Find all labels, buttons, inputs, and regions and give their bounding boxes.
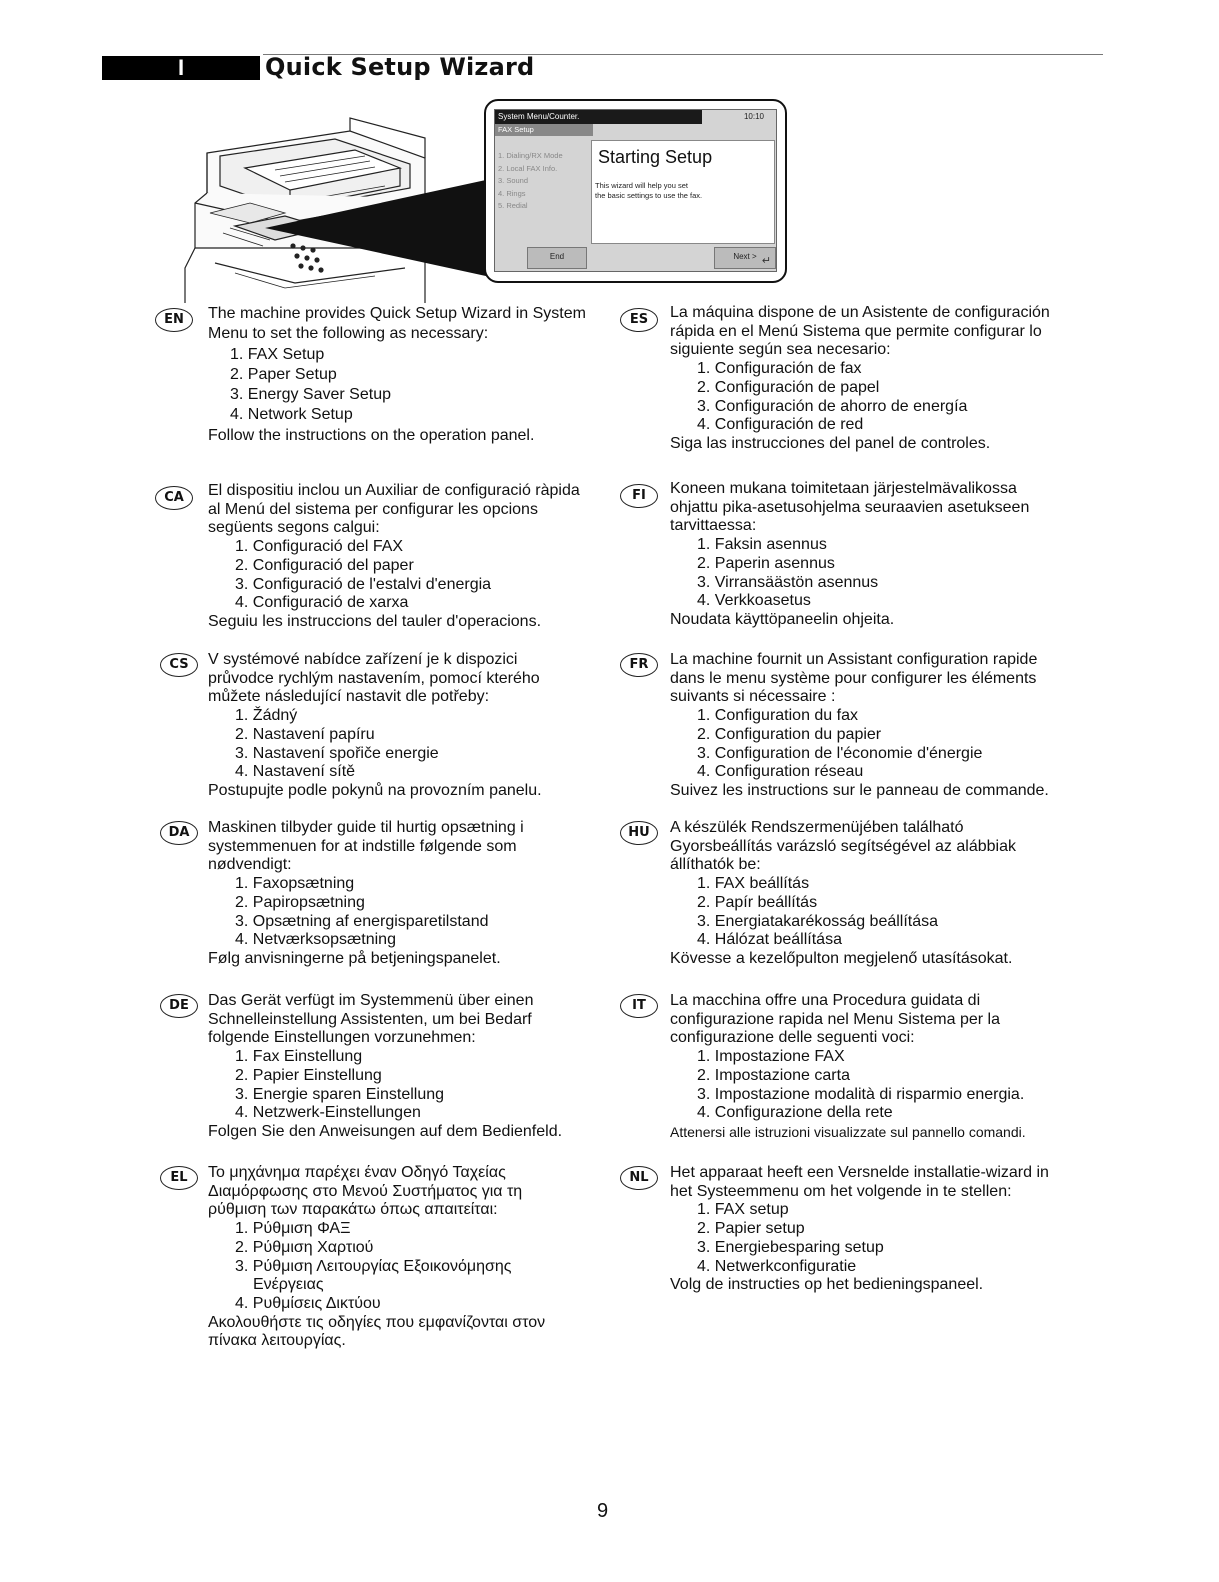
intro-line: Menu to set the following as necessary: — [208, 325, 489, 343]
section-es — [670, 304, 1050, 454]
setting-list — [208, 1220, 545, 1314]
list-item: 3. Energiatakarékosság beállítása — [697, 912, 939, 930]
lang-badge-de: DE — [160, 994, 198, 1018]
intro-line: systemmenuen for at indstille følgende som — [208, 837, 517, 855]
intro-line: configurazione delle seguenti voci: — [670, 1029, 915, 1047]
next-button-label: Next > — [733, 252, 757, 261]
lcd-sub-bar: FAX Setup — [495, 124, 593, 136]
section-ca — [208, 482, 580, 632]
list-item: 3. Configuration de l'économie d'énergie — [697, 744, 983, 762]
list-item: 2. Paper Setup — [230, 365, 337, 383]
intro-line: Gyorsbeállítás varázsló segítségével az alábbiak — [670, 837, 1016, 855]
intro-line: El dispositiu inclou un Auxiliar de configuració ràpida — [208, 482, 580, 499]
closing-line: Follow the instructions on the operation panel. — [208, 426, 535, 444]
lang-badge-it: IT — [620, 994, 658, 1018]
list-item: 3. Impostazione modalità di risparmio energia. — [697, 1085, 1025, 1103]
list-item: 4. Configuració de xarxa — [235, 594, 409, 612]
lcd-time: 10:10 — [743, 112, 764, 121]
section-fr — [670, 651, 1049, 801]
intro-line: al Menú del sistema per configurar les opcions — [208, 500, 538, 518]
intro-line: Schnelleinstellung Assistenten, um bei Bedarf — [208, 1010, 532, 1028]
section-hu — [670, 819, 1016, 969]
list-item: 4. Verkkoasetus — [697, 592, 811, 610]
lcd-menu-item[interactable]: 4. Rings — [498, 188, 526, 198]
intro-line: ρύθμιση των παρακάτω όπως απαιτείται: — [208, 1201, 498, 1219]
setting-list — [208, 538, 580, 613]
list-item: 2. Impostazione carta — [697, 1066, 850, 1084]
intro-line: het Systeemmenu om het volgende in te stellen: — [670, 1182, 1012, 1200]
lcd-dialog-title: Starting Setup — [598, 147, 713, 167]
setting-list — [208, 1048, 562, 1123]
list-item: 1. Faksin asennus — [697, 536, 827, 554]
list-item: 1. Impostazione FAX — [697, 1048, 845, 1066]
list-item: 4. Netwerkconfiguratie — [697, 1257, 857, 1275]
setting-list — [670, 875, 1016, 950]
intro-line: folgende Einstellungen vorzunehmen: — [208, 1029, 476, 1047]
list-item: 4. Nastavení sítě — [235, 763, 356, 781]
list-item: 1. Configuració del FAX — [235, 538, 404, 556]
lang-badge-hu: HU — [620, 821, 658, 845]
setting-list — [208, 707, 542, 782]
page-title: Quick Setup Wizard — [265, 53, 535, 81]
lang-badge-fr: FR — [620, 653, 658, 677]
list-item: 2. Papiropsætning — [235, 893, 365, 911]
list-item: 2. Paperin asennus — [697, 554, 835, 572]
setting-list — [670, 360, 1050, 435]
list-item: 1. Žádný — [235, 707, 298, 725]
intro-line: Het apparaat heeft een Versnelde installatie-wizard in — [670, 1164, 1049, 1181]
list-item: 2. Configuració del paper — [235, 556, 414, 574]
intro-line: Koneen mukana toimitetaan järjestelmävalikossa — [670, 480, 1017, 497]
list-item: 3. Opsætning af energisparetilstand — [235, 912, 489, 930]
list-item — [208, 1258, 545, 1295]
lang-badge-en: EN — [155, 308, 193, 332]
list-item: 1. Faxopsætning — [235, 875, 355, 893]
section-nl — [670, 1164, 1049, 1295]
lcd-menu-item[interactable]: 2. Local FAX Info. — [498, 163, 558, 173]
closing-line: Attenersi alle istruzioni visualizzate sul pannello comandi. — [670, 1123, 1026, 1140]
list-item: 4. Ρυθμίσεις Δικτύου — [235, 1294, 381, 1312]
closing-line: Volg de instructies op het bedieningspaneel. — [670, 1276, 984, 1294]
list-item: 2. Configuration du papier — [697, 725, 882, 743]
lcd-dialog-line: the basic settings to use the fax. — [595, 191, 703, 200]
list-item: 4. Hálózat beállítása — [697, 931, 842, 949]
intro-line: průvodce rychlým nastavením, pomocí kterého — [208, 669, 540, 687]
page-number: 9 — [597, 1500, 609, 1522]
intro-line: A készülék Rendszermenüjében található — [670, 819, 964, 836]
list-item: 3. Energie sparen Einstellung — [235, 1085, 445, 1103]
closing-line: Noudata käyttöpaneelin ohjeita. — [670, 610, 895, 628]
intro-line: tarvittaessa: — [670, 517, 757, 535]
lcd-display — [494, 109, 777, 272]
lang-badge-nl: NL — [620, 1166, 658, 1190]
lcd-title-bar: System Menu/Counter. — [495, 110, 702, 124]
list-item: 4. Network Setup — [230, 406, 353, 424]
intro-line: Το μηχάνημα παρέχει έναν Οδηγό Ταχείας — [208, 1164, 506, 1181]
closing-line: Siga las instrucciones del panel de controles. — [670, 434, 991, 452]
list-item: 1. Fax Einstellung — [235, 1048, 363, 1066]
lang-badge-el: EL — [160, 1166, 198, 1190]
list-item: 1. FAX Setup — [230, 345, 325, 363]
intro-line: siguiente según sea necesario: — [670, 341, 891, 359]
section-en — [208, 304, 586, 446]
lcd-screen — [484, 99, 787, 283]
list-item: 4. Configuration réseau — [697, 763, 864, 781]
section-el — [208, 1164, 545, 1351]
setting-list — [670, 1201, 1049, 1276]
lang-badge-cs: CS — [160, 653, 198, 677]
section-de — [208, 992, 562, 1142]
intro-line: állíthatók be: — [670, 856, 761, 874]
list-item: 2. Papír beállítás — [697, 893, 818, 911]
list-item: 1. Ρύθμιση ΦΑΞ — [235, 1220, 351, 1238]
list-item-text: 3. Ρύθμιση Λειτουργίας Εξοικονόμησης — [235, 1257, 512, 1275]
end-button[interactable]: End — [527, 247, 587, 269]
setting-list — [208, 875, 524, 950]
intro-line: Διαμόρφωσης στο Μενού Συστήματος για τη — [208, 1182, 523, 1200]
intro-line: The machine provides Quick Setup Wizard in System — [208, 305, 586, 322]
closing-line: πίνακα λειτουργίας. — [208, 1332, 346, 1350]
closing-line: Suivez les instructions sur le panneau de commande. — [670, 781, 1049, 799]
closing-line: Postupujte podle pokynů na provozním panelu. — [208, 781, 542, 799]
list-item: 3. Energiebesparing setup — [697, 1238, 884, 1256]
intro-line: Maskinen tilbyder guide til hurtig opsætning i — [208, 819, 524, 836]
list-item: 4. Configuración de red — [697, 416, 864, 434]
list-item: 4. Configurazione della rete — [697, 1104, 893, 1122]
list-item: 4. Netzwerk-Einstellungen — [235, 1104, 421, 1122]
intro-line: V systémové nabídce zařízení je k dispozici — [208, 651, 518, 668]
setting-list — [670, 1048, 1026, 1123]
closing-line: Kövesse a kezelőpulton megjelenő utasításokat. — [670, 949, 1013, 967]
lcd-dialog — [591, 140, 775, 244]
intro-line: nødvendigt: — [208, 856, 292, 874]
intro-line: můžete následující nastavit dle potřeby: — [208, 688, 490, 706]
lang-badge-da: DA — [160, 821, 198, 845]
list-item: 2. Nastavení papíru — [235, 725, 375, 743]
list-item: 1. Configuration du fax — [697, 707, 858, 725]
setting-list — [670, 536, 1029, 611]
intro-line: configurazione rapida nel Menu Sistema per la — [670, 1010, 1000, 1028]
closing-line: Følg anvisningerne på betjeningspanelet. — [208, 949, 501, 967]
next-button[interactable] — [714, 247, 776, 269]
list-item: 1. Configuración de fax — [697, 360, 862, 378]
lang-badge-es: ES — [620, 308, 658, 332]
intro-line: La máquina dispone de un Asistente de configuración — [670, 304, 1050, 321]
list-item: 2. Papier Einstellung — [235, 1066, 382, 1084]
list-item: 3. Virransäästön asennus — [697, 573, 879, 591]
lang-badge-ca: CA — [155, 486, 193, 510]
setting-list — [208, 345, 586, 426]
intro-line: següents segons calgui: — [208, 519, 380, 537]
section-fi — [670, 480, 1029, 630]
lcd-dialog-line: This wizard will help you set — [595, 181, 688, 190]
closing-line: Folgen Sie den Anweisungen auf dem Bedienfeld. — [208, 1122, 563, 1140]
list-item: 3. Configuración de ahorro de energía — [697, 397, 968, 415]
intro-line: La macchina offre una Procedura guidata di — [670, 992, 981, 1009]
lcd-dialog-text — [595, 181, 771, 201]
section-letter-box: I — [102, 56, 260, 80]
list-item: 1. FAX beállítás — [697, 875, 810, 893]
list-item: 3. Configuració de l'estalvi d'energia — [235, 575, 492, 593]
section-da — [208, 819, 524, 969]
intro-line: dans le menu système pour configurer les éléments — [670, 669, 1037, 687]
section-it — [670, 992, 1026, 1142]
section-cs — [208, 651, 542, 801]
lcd-menu-item[interactable]: 3. Sound — [498, 176, 529, 185]
intro-line: ohjattu pika-asetusohjelma seuraavien asetukseen — [670, 498, 1030, 516]
list-item: 1. FAX setup — [697, 1201, 789, 1219]
list-item: 3. Energy Saver Setup — [230, 386, 391, 404]
list-item-continuation: Ενέργειας — [253, 1276, 324, 1294]
list-item: 3. Nastavení spořiče energie — [235, 744, 439, 762]
lcd-menu-item[interactable]: 1. Dialing/RX Mode — [498, 151, 563, 160]
list-item: 2. Papier setup — [697, 1220, 805, 1238]
intro-line: La machine fournit un Assistant configuration rapide — [670, 651, 1038, 668]
lang-badge-fi: FI — [620, 484, 658, 508]
intro-line: Das Gerät verfügt im Systemmenü über einen — [208, 992, 534, 1009]
closing-line: Ακολουθήστε τις οδηγίες που εμφανίζονται στον — [208, 1313, 546, 1331]
enter-icon: ↵ — [761, 255, 771, 267]
intro-line: rápida en el Menú Sistema que permite configurar lo — [670, 322, 1042, 340]
list-item: 2. Configuración de papel — [697, 378, 880, 396]
list-item: 2. Ρύθμιση Χαρτιού — [235, 1238, 374, 1256]
setting-list — [670, 707, 1049, 782]
lcd-menu-item[interactable]: 5. Redial — [498, 201, 528, 210]
closing-line: Seguiu les instruccions del tauler d'operacions. — [208, 612, 542, 630]
list-item: 4. Netværksopsætning — [235, 931, 396, 949]
lcd-menu — [498, 150, 563, 213]
intro-line: suivants si nécessaire : — [670, 688, 836, 706]
